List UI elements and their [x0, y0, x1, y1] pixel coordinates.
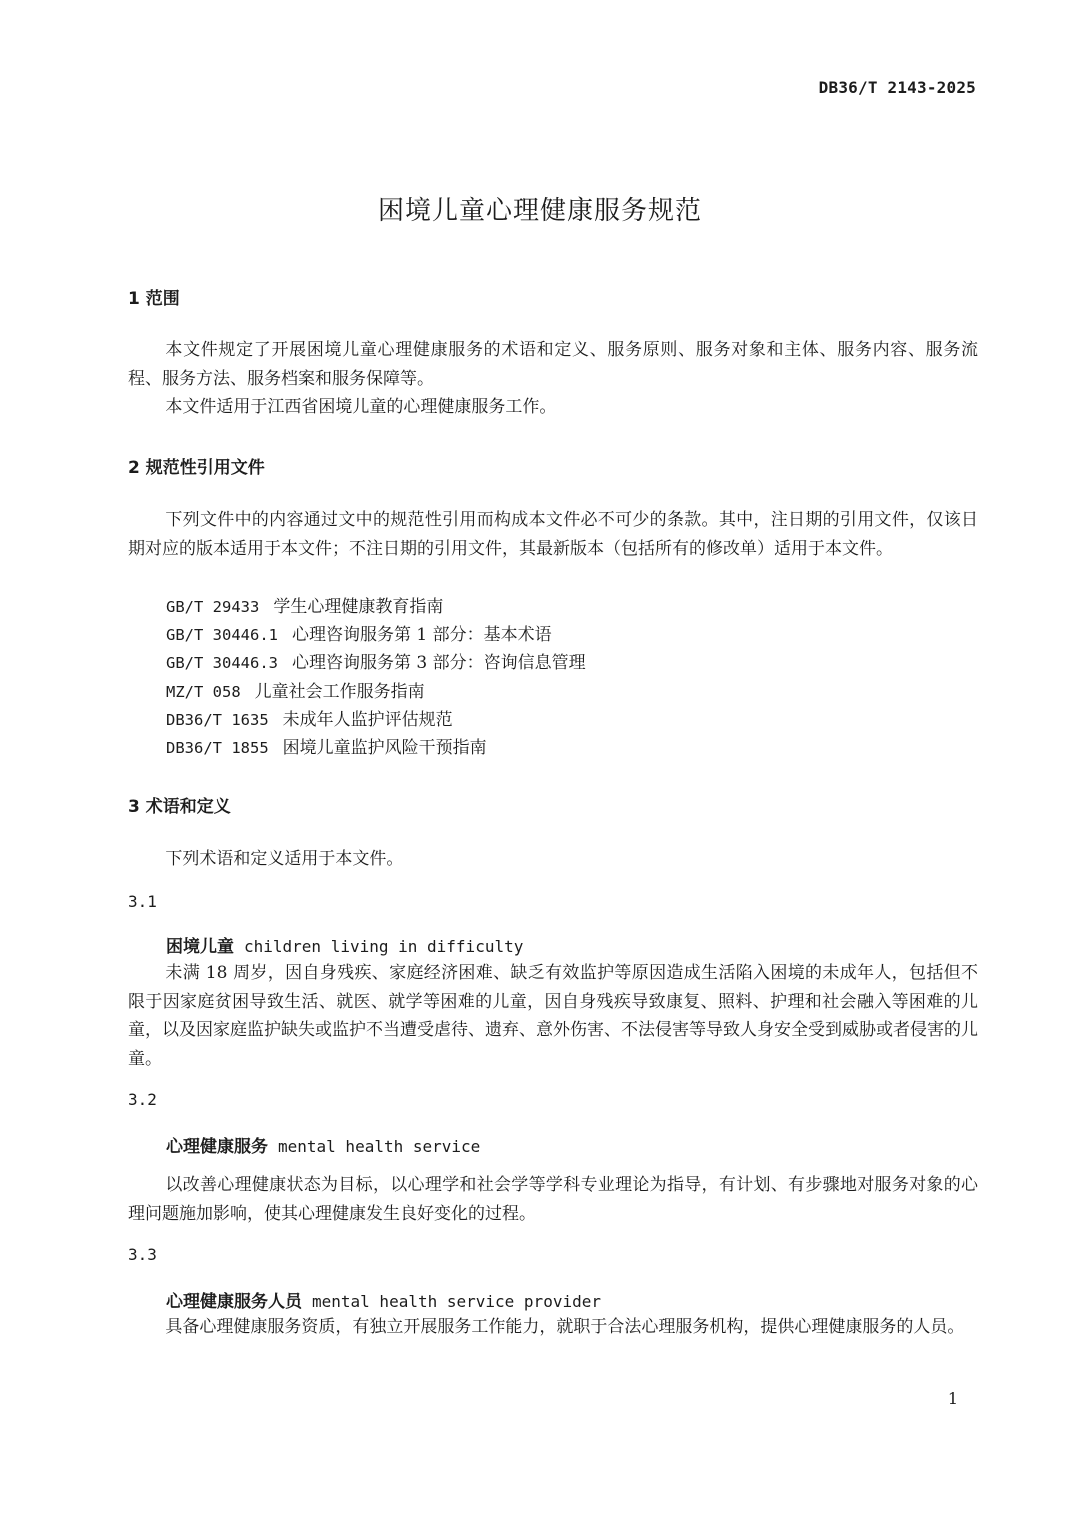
reference-title: 心理咨询服务第 3 部分：咨询信息管理 — [291, 653, 586, 673]
reference-title: 心理咨询服务第 1 部分：基本术语 — [291, 625, 552, 645]
term-chinese: 心理健康服务 — [166, 1137, 268, 1157]
reference-title: 学生心理健康教育指南 — [273, 597, 444, 617]
section-heading-normative-references: 2 规范性引用文件 — [128, 458, 265, 478]
section-heading-terms-definitions: 3 术语和定义 — [128, 797, 231, 817]
document-code: DB36/T 2143-2025 — [818, 78, 976, 97]
clause-number: 3.1 — [128, 892, 157, 911]
reference-item — [166, 620, 552, 645]
reference-title: 困境儿童监护风险干预指南 — [282, 738, 487, 758]
term-english: mental health service — [278, 1137, 481, 1156]
reference-item — [166, 677, 425, 702]
clause-number: 3.3 — [128, 1245, 157, 1264]
reference-title: 儿童社会工作服务指南 — [254, 682, 425, 702]
section-heading-scope: 1 范围 — [128, 289, 180, 309]
term-chinese: 困境儿童 — [166, 937, 234, 957]
term-chinese: 心理健康服务人员 — [166, 1292, 302, 1312]
term-entry — [166, 1132, 480, 1157]
term-definition: 具备心理健康服务资质，有独立开展服务工作能力，就职于合法心理服务机构，提供心理健康服务的人员。 — [165, 1317, 965, 1337]
scope-paragraph-1: 本文件规定了开展困境儿童心理健康服务的术语和定义、服务原则、服务对象和主体、服务内容、服务流程、服务方法、服务档案和服务保障等。 — [128, 340, 978, 389]
references-intro-paragraph: 下列文件中的内容通过文中的规范性引用而构成本文件必不可少的条款。其中，注日期的引用文件，仅该日期对应的版本适用于本文件；不注日期的引用文件，其最新版本（包括所有的修改单）适用于本文件。 — [128, 510, 978, 559]
term-entry — [166, 932, 523, 957]
page-number: 1 — [947, 1389, 958, 1408]
reference-title: 未成年人监护评估规范 — [282, 710, 453, 730]
term-english: children living in difficulty — [244, 937, 524, 956]
reference-code: DB36/T 1635 — [166, 711, 269, 729]
reference-code: DB36/T 1855 — [166, 739, 269, 757]
reference-item — [166, 648, 586, 673]
reference-code: GB/T 30446.1 — [166, 626, 278, 644]
term-definition: 未满 18 周岁，因自身残疾、家庭经济困难、缺乏有效监护等原因造成生活陷入困境的未成年人，包括但不限于因家庭贫困导致生活、就医、就学等困难的儿童，因自身残疾导致康复、照料、护理和社会融入等困难的儿童，以及因家庭监护缺失或监护不当遭受虐待、遗弃、意外伤害、不法侵害等导致人身安全受到威胁或者侵害的儿童。 — [128, 963, 978, 1069]
clause-number: 3.2 — [128, 1090, 157, 1109]
term-entry — [166, 1287, 601, 1312]
reference-item — [166, 705, 453, 730]
reference-code: GB/T 30446.3 — [166, 654, 278, 672]
term-english: mental health service provider — [312, 1292, 601, 1311]
reference-item — [166, 592, 443, 617]
reference-item — [166, 733, 487, 758]
reference-code: GB/T 29433 — [166, 598, 260, 616]
terms-intro-paragraph: 下列术语和定义适用于本文件。 — [165, 849, 404, 869]
reference-code: MZ/T 058 — [166, 683, 241, 701]
scope-paragraph-2: 本文件适用于江西省困境儿童的心理健康服务工作。 — [165, 397, 557, 417]
document-title: 困境儿童心理健康服务规范 — [377, 196, 702, 226]
term-definition: 以改善心理健康状态为目标，以心理学和社会学等学科专业理论为指导，有计划、有步骤地对服务对象的心理问题施加影响，使其心理健康发生良好变化的过程。 — [128, 1175, 978, 1224]
